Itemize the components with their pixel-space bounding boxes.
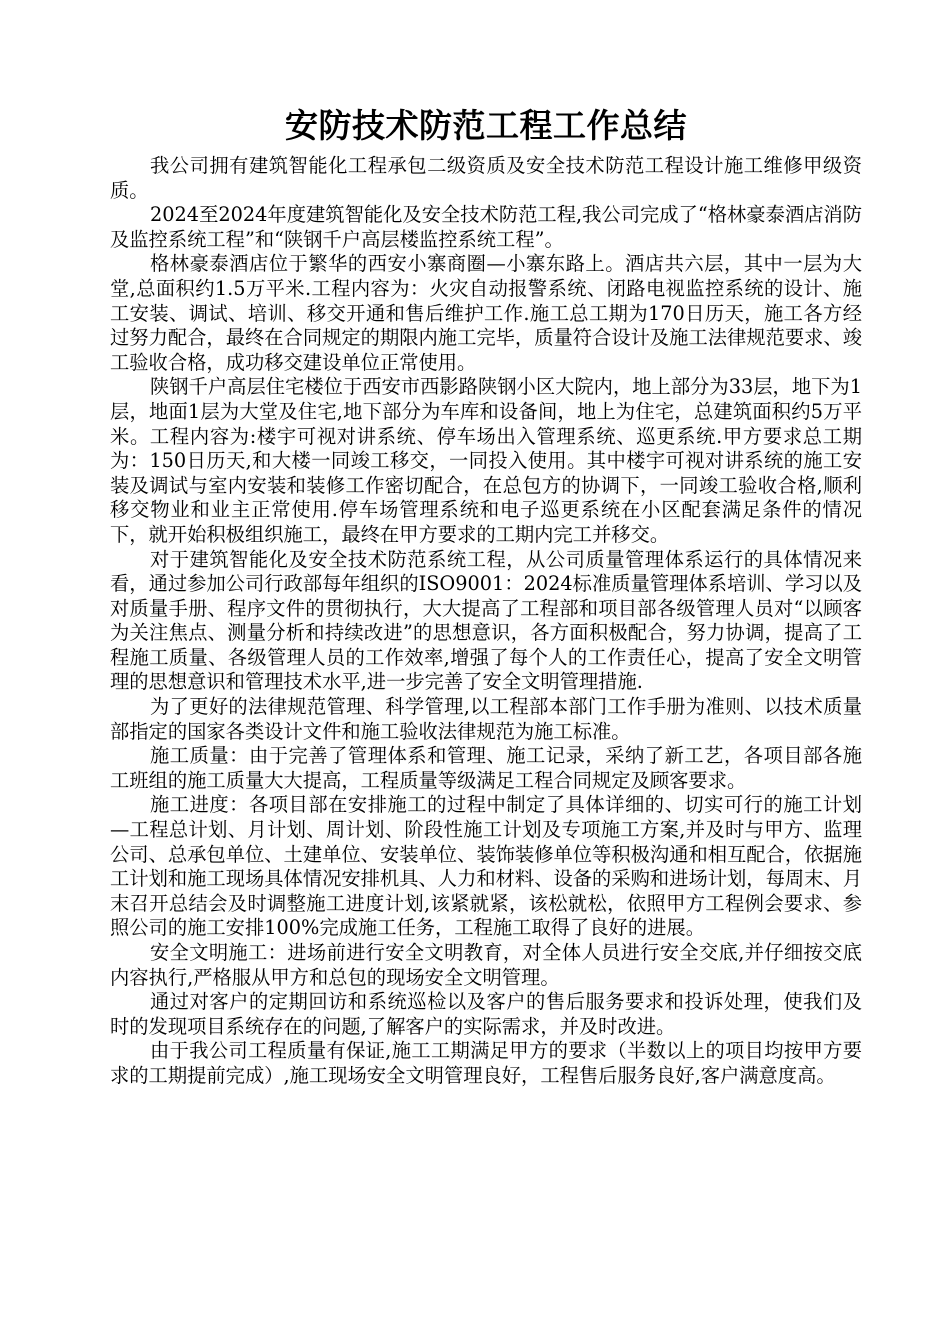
paragraph-shaangang-residence: 陕钢千户高层住宅楼位于西安市西影路陕钢小区大院内，地上部分为33层，地下为1层，地面1层为大堂及住宅,地下部分为车库和设备间，地上为住宅，总建筑面积约5万平米。工程内容为:楼宇可视对讲系统、停车场出入管理系统、巡更系统.甲方要求总工期为：150日历天,和大楼一同竣工移交，一同投入使用。其中楼宇可视对讲系统的施工安装及调试与室内安装和装修工作密切配合，在总包方的协调下，一同竣工验收合格,顺利移交物业和业主正常使用.停车场管理系统和电子巡更系统在小区配套满足条件的情况下，就开始积极组织施工，最终在甲方要求的工期内完工并移交。 (110, 375, 862, 546)
paragraph-safety: 安全文明施工：进场前进行安全文明教育，对全体人员进行安全交底,并仔细按交底内容执行,严格服从甲方和总包的现场安全文明管理。 (110, 941, 862, 989)
paragraph-customer-visits: 通过对客户的定期回访和系统巡检以及客户的售后服务要求和投诉处理，使我们及时的发现项目系统存在的问题,了解客户的实际需求，并及时改进。 (110, 990, 862, 1038)
paragraph-construction-quality: 施工质量：由于完善了管理体系和管理、施工记录，采纳了新工艺，各项目部各施工班组的施工质量大大提高，工程质量等级满足工程合同规定及顾客要求。 (110, 744, 862, 792)
paragraph-qualification: 我公司拥有建筑智能化工程承包二级资质及安全技术防范工程设计施工维修甲级资质。 (110, 154, 862, 202)
paragraph-construction-progress: 施工进度：各项目部在安排施工的过程中制定了具体详细的、切实可行的施工计划—工程总计划、月计划、周计划、阶段性施工计划及专项施工方案,并及时与甲方、监理公司、总承包单位、土建单位、安装单位、装饰装修单位等积极沟通和相互配合，依据施工计划和施工现场具体情况安排机具、人力和材料、设备的采购和进场计划，每周末、月末召开总结会及时调整施工进度计划,该紧就紧，该松就松，依照甲方工程例会要求、参照公司的施工安排100%完成施工任务，工程施工取得了良好的进展。 (110, 793, 862, 940)
paragraph-projects-completed: 2024至2024年度建筑智能化及安全技术防范工程,我公司完成了“格林豪泰酒店消防及监控系统工程”和“陕钢千户高层楼监控系统工程”。 (110, 203, 862, 251)
paragraph-quality-system: 对于建筑智能化及安全技术防范系统工程，从公司质量管理体系运行的具体情况来看，通过参加公司行政部每年组织的ISO9001：2024标准质量管理体系培训、学习以及对质量手册、程序文件的贯彻执行，大大提高了工程部和项目部各级管理人员对“以顾客为关注焦点、测量分析和持续改进”的思想意识，各方面积极配合，努力协调，提高了工程施工质量、各级管理人员的工作效率,增强了每个人的工作责任心，提高了安全文明管理的思想意识和管理技术水平,进一步完善了安全文明管理措施. (110, 547, 862, 694)
document-page (110, 104, 862, 1089)
paragraph-management-standards: 为了更好的法律规范管理、科学管理,以工程部本部门工作手册为准则、以技术质量部指定的国家各类设计文件和施工验收法律规范为施工标准。 (110, 695, 862, 743)
document-title: 安防技术防范工程工作总结 (285, 106, 687, 145)
paragraph-greentree-hotel: 格林豪泰酒店位于繁华的西安小寨商圈—小寨东路上。酒店共六层，其中一层为大堂,总面积约1.5万平米.工程内容为：火灾自动报警系统、闭路电视监控系统的设计、施工安装、调试、培训、移交开通和售后维护工作.施工总工期为170日历天，施工各方经过努力配合，最终在合同规定的期限内施工完毕，质量符合设计及施工法律规范要求、竣工验收合格，成功移交建设单位正常使用。 (110, 252, 862, 374)
paragraph-conclusion: 由于我公司工程质量有保证,施工工期满足甲方的要求（半数以上的项目均按甲方要求的工期提前完成）,施工现场安全文明管理良好，工程售后服务良好,客户满意度高。 (110, 1039, 862, 1087)
